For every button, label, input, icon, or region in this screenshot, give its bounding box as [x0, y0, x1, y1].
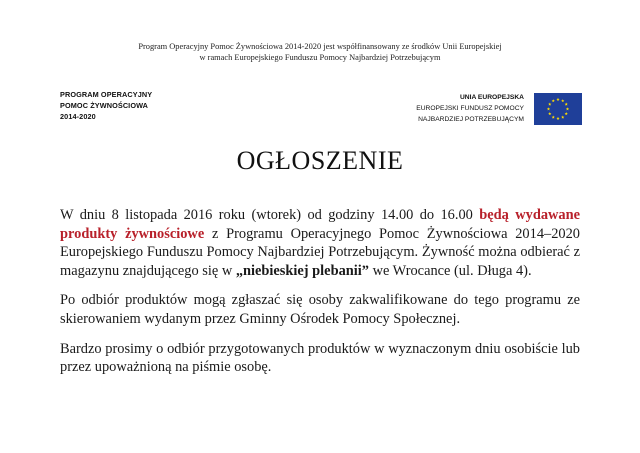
paragraph-1-part-2: z Programu Operacyjnego Pomoc Żywnościowa 2014–2020 Europejskiego Funduszu Pomocy Najbardziej Potrzebującym. Żywność można odbierać z magazynu znajdującego się w — [60, 225, 580, 279]
cofinancing-line-1: Program Operacyjny Pomoc Żywnościowa 2014-2020 jest współfinansowany ze środków Unii Europejskiej — [138, 42, 502, 51]
paragraph-request: Bardzo prosimy o odbiór przygotowanych produktów w wyznaczonym dniu osobiście lub przez upoważnioną na piśmie osobę. — [60, 340, 580, 376]
highlight-food-distribution: będą wydawane produkty żywnościowe — [60, 207, 581, 242]
eu-logo-line-2: EUROPEJSKI FUNDUSZ POMOCY — [416, 105, 524, 112]
program-logo-line-1: PROGRAM OPERACYJNY — [60, 90, 153, 99]
pickup-place-name: „niebieskiej plebanii” — [235, 262, 369, 279]
announcement-body — [60, 206, 580, 377]
eu-logo-line-3: NAJBARDZIEJ POTRZEBUJĄCYM — [418, 116, 524, 123]
paragraph-distribution — [60, 206, 580, 280]
paragraph-eligibility: Po odbiór produktów mogą zgłaszać się osoby zakwalifikowane do tego programu ze skierowaniem wydanym przez Gminny Ośrodek Pomocy Społecznej. — [60, 292, 580, 327]
page-title: OGŁOSZENIE — [236, 146, 404, 175]
eu-logo-text — [416, 92, 524, 125]
eu-logo — [416, 92, 582, 125]
eu-logo-line-1: UNIA EUROPEJSKA — [459, 94, 524, 101]
paragraph-1-part-1: W dniu 8 listopada 2016 roku (wtorek) od godziny 14.00 do 16.00 — [60, 207, 480, 223]
cofinancing-note — [60, 41, 580, 63]
eu-flag-icon — [534, 93, 582, 125]
program-logo-line-3: 2014-2020 — [60, 112, 96, 121]
paragraph-1-part-3: we Wrocance (ul. Długa 4). — [368, 262, 532, 279]
cofinancing-line-2: w ramach Europejskiego Funduszu Pomocy Najbardziej Potrzebującym — [199, 53, 441, 62]
program-logo-line-2: POMOC ŻYWNOŚCIOWA — [60, 101, 149, 110]
program-logo-text — [60, 89, 220, 122]
